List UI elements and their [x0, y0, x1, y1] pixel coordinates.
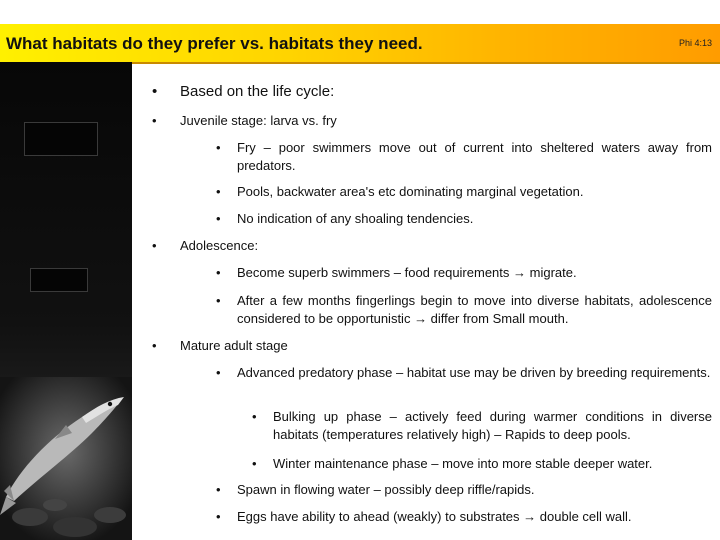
bullet: •	[216, 482, 221, 497]
slide-title: What habitats do they prefer vs. habitats they need.	[6, 34, 423, 53]
juvenile-heading: Juvenile stage: larva vs. fry	[180, 113, 337, 128]
side-image-panel	[0, 62, 132, 540]
list-item	[252, 408, 712, 444]
mature-text: double cell wall.	[536, 509, 632, 524]
bullet: •	[152, 113, 157, 128]
arrow-right-icon: →	[513, 265, 527, 280]
bullet: •	[152, 83, 158, 100]
bullet: •	[216, 509, 221, 524]
list-item	[216, 292, 712, 328]
juvenile-point: No indication of any shoaling tendencies.	[237, 211, 474, 226]
list-item	[252, 455, 712, 473]
arrow-right-icon: →	[414, 311, 428, 326]
mature-point: Spawn in flowing water – possibly deep riffle/rapids.	[237, 482, 535, 497]
bullet: •	[152, 338, 157, 353]
mature-subpoint: Bulking up phase – actively feed during warmer conditions in diverse habitats (temperatures relatively high) – Rapids to deep pools.	[273, 409, 712, 442]
adolescence-text: migrate.	[526, 265, 577, 280]
mature-point: Advanced predatory phase – habitat use may be driven by breeding requirements.	[237, 365, 711, 380]
list-item	[216, 508, 712, 526]
bullet: •	[252, 456, 257, 471]
mature-point	[237, 508, 712, 526]
list-item	[216, 139, 712, 175]
list-item	[216, 481, 712, 499]
juvenile-point: Fry – poor swimmers move out of current into sheltered waters away from predators.	[237, 140, 712, 173]
panel-box-upper	[24, 122, 98, 156]
mature-heading: Mature adult stage	[180, 338, 288, 353]
bullet: •	[216, 211, 221, 226]
bullet: •	[216, 293, 221, 308]
bullet: •	[152, 238, 157, 253]
list-item	[216, 364, 712, 382]
bullet: •	[216, 265, 221, 280]
mature-subpoint: Winter maintenance phase – move into more stable deeper water.	[273, 456, 653, 471]
adolescence-text: Become superb swimmers – food requirements	[237, 265, 514, 280]
mature-text: Eggs have ability to ahead (weakly) to substrates	[237, 509, 524, 524]
adolescence-heading: Adolescence:	[180, 238, 259, 253]
title-bar	[0, 24, 720, 64]
fish-photo-icon	[0, 377, 132, 540]
arrow-right-icon: →	[523, 509, 537, 524]
life-cycle-text: Based on the life cycle:	[180, 83, 335, 100]
adolescence-point	[237, 292, 712, 328]
slide-reference: Phi 4:13	[678, 38, 712, 48]
bullet: •	[216, 140, 221, 155]
adolescence-text: differ from Small mouth.	[427, 311, 569, 326]
bullet: •	[252, 409, 257, 424]
panel-box-lower	[30, 268, 88, 292]
adolescence-text: After a few months fingerlings begin to move into diverse habitats, adolescence considered to be opportunistic	[237, 293, 712, 326]
adolescence-point	[237, 264, 712, 282]
list-item	[216, 264, 712, 282]
bullet: •	[216, 184, 221, 199]
bullet: •	[216, 365, 221, 380]
list-item	[216, 210, 712, 228]
list-item	[216, 183, 712, 201]
juvenile-point: Pools, backwater area's etc dominating marginal vegetation.	[237, 184, 584, 199]
